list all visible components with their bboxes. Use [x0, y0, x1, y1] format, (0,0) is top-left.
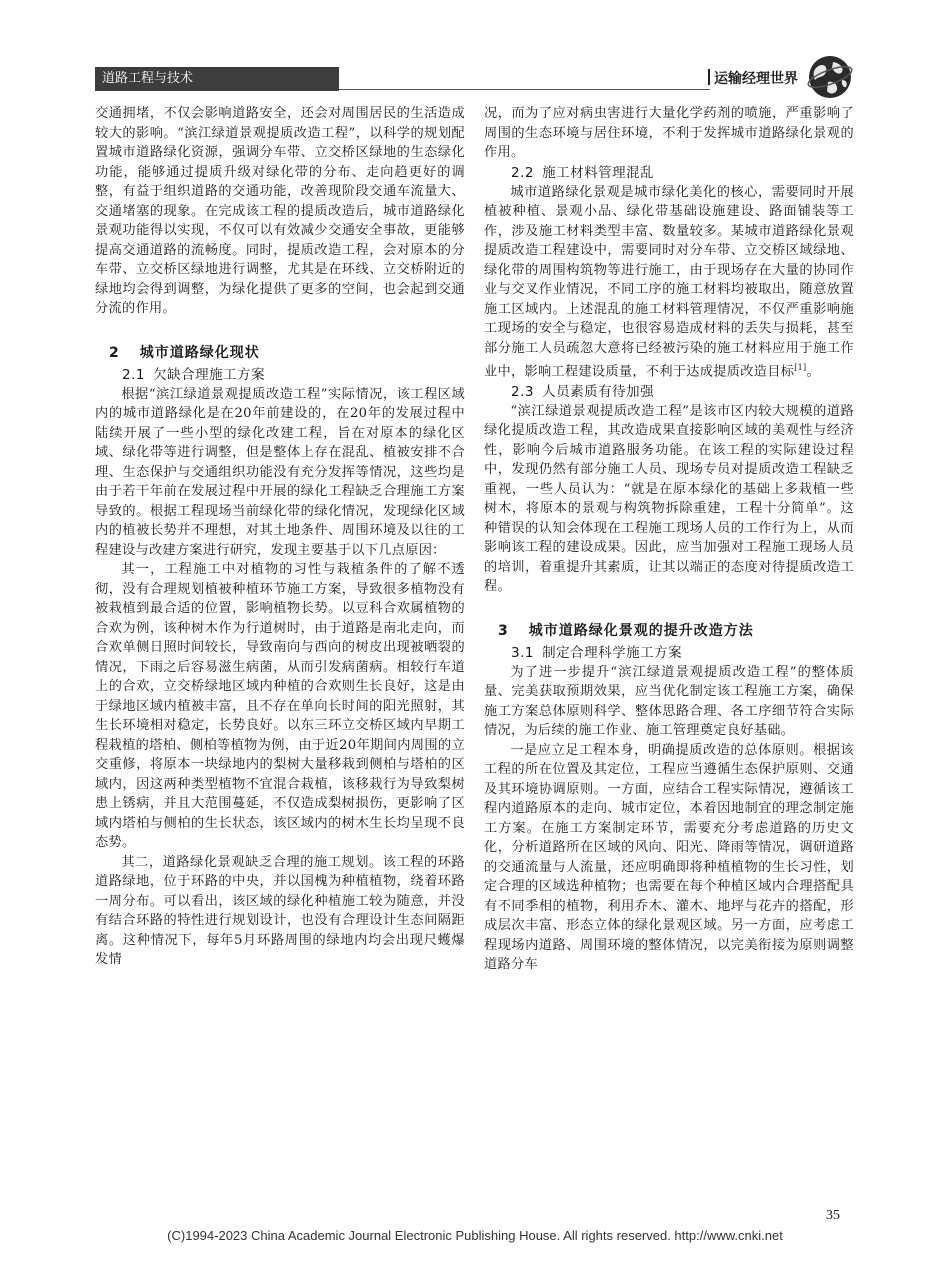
paragraph-3-1-b: 一是应立足工程本身，明确提质改造的总体原则。根据该工程的所在位置及其定位，工程应当遵循生态保护原则、交通及其环境协调原则。一方面，应结合工程实际情况，遵循该工程内道路原本的走向、城市定位，本着因地制宜的理念制定施工方案。在施工方案制定环节，需要充分考虑道路的历史文化，分析道路所在区域的风向、阳光、降雨等情况，调研道路的交通流量与人流量，还应明确即将种植植物的生长习性，划定合理的区域选种植物；也需要在每个种植区域内合理搭配具有不同季相的植物，利用乔木、灌木、地坪与花卉的搭配，形成层次丰富、形态立体的绿化景观区域。另一方面，应考虑工程现场内道路、周围环境的整体情况，以完美衔接为原则调整道路分车 — [484, 742, 854, 973]
intro-paragraph: 交通拥堵，不仅会影响道路安全，还会对周围居民的生活造成较大的影响。“滨江绿道景观提质改造工程”，以科学的规划配置城市道路绿化资源，强调分车带、立交桥区绿地的生态绿化功能，能够通过提质升级对绿化带的分布、走向趋更好的调整，有益于组织道路的交通功能，改善现阶段交通车流量大、交通堵塞的现象。在完成该工程的提质改造后，城市道路绿化景观功能得以实现，不仅可以有效减少交通安全事故，更能够提高交通道路的流畅度。同时，提质改造工程，会对原本的分车带、立交桥区绿地进行调整，尤其是在环线、立交桥附近的绿地均会得到调整，为绿化提供了更多的空间，也会起到交通分流的作用。 — [95, 106, 465, 316]
citation-ref: [1] — [794, 363, 807, 372]
journal-name-text: 运输经理世界 — [714, 71, 798, 87]
subsection-2-1-heading: 2.1 欠缺合理施工方案 — [122, 366, 266, 383]
subsection-3-1-heading: 3.1 制定合理科学施工方案 — [511, 644, 683, 661]
header-rule — [339, 89, 710, 90]
paragraph-2-1-c: 其二，道路绿化景观缺乏合理的施工规划。该工程的环路道路绿地，位于环路的中央，并以国槐为种植植物，绕着环路一周分布。可以看出，该区域的绿化种植施工较为随意，并没有结合环路的特性进行规划设计，也没有合理设计生态间隔距离。这种情况下，每年5月环路周围的绿地内均会出现尺蠖爆发情 — [95, 854, 465, 967]
right-column — [484, 104, 854, 975]
globe-logo-icon — [806, 54, 854, 100]
header-divider — [708, 69, 710, 85]
section-3-heading: 3 城市道路绿化景观的提升改造方法 — [498, 622, 754, 639]
continued-paragraph: 况，而为了应对病虫害进行大量化学药剂的喷施，严重影响了周围的生态环境与居住环境，不利于发挥城市道路绿化景观的作用。 — [484, 106, 854, 160]
paragraph-3-1-a: 为了进一步提升“滨江绿道景观提质改造工程”的整体质量、完美获取预期效果，应当优化制定该工程施工方案，确保施工方案总体原则科学、整体思路合理、各工序细节符合实际情况，为后续的施工作业、施工管理奠定良好基础。 — [484, 664, 854, 739]
paragraph-2-3: “滨江绿道景观提质改造工程”是该市区内较大规模的道路绿化提质改造工程，其改造成果直接影响区域的美观性与经济性，影响今后城市道路服务功能。在该工程的实际建设过程中，发现仍然有部分施工人员、现场专员对提质改造工程缺乏重视，一些人员认为：“就是在原本绿化的基础上多栽植一些树木，将原本的景观与构筑物拆除重建，工程十分简单”。这种错误的认知会体现在工程施工现场人员的工作行为上，从而影响该工程的建设成果。因此，应当加强对工程施工现场人员的培训，着重提升其素质，让其以端正的态度对待提质改造工程。 — [484, 403, 854, 595]
paragraph-2-1-b: 其一，工程施工中对植物的习性与栽植条件的了解不透彻，没有合理规划植被种植环节施工方案，导致很多植物没有被栽植到最合适的位置，影响植物长势。以豆科合欢属植物的合欢为例，该种树木作为行道树时，由于道路是南北走向，而合欢单侧日照时间较长，导致南向与西向的树皮出现被晒裂的情况，下雨之后容易滋生病菌，从而引发病菌病。相较行车道上的合欢，立交桥绿地区域内种植的合欢则生长良好，这是由于绿地区域内植被丰富，且不存在单向长时间的阳光照射，其生长环境相对稳定，长势良好。以东三环立交桥区域内早期工程栽植的塔柏、侧柏等植物为例，由于近20年期间内周围的立交重修，将原本一块绿地内的梨树大量移栽到侧柏与塔柏的区域内，因这两种类型植物不宜混合栽植，该移栽行为导致梨树患上锈病，并且大范围蔓延，不仅造成梨树损伤，更影响了区域内塔柏与侧柏的生长状态，该区域内的树木生长均呈现不良态势。 — [95, 562, 465, 850]
left-column — [95, 104, 465, 970]
paragraph-2-1-a: 根据“滨江绿道景观提质改造工程”实际情况，该工程区域内的城市道路绿化是在20年前建设的，在20年的发展过程中陆续开展了一些小型的绿化改建工程，旨在对原本的绿化区域、绿化带等进行调整，但是整体上存在混乱、植被安排不合理、生态保护与交通组织功能没有充分发挥等情况，这些均是由于若干年前在发展过程中开展的绿化工程缺乏合理施工方案导致的。根据工程现场当前绿化带的绿化情况，发现绿化区域内的植被长势并不理想，对其土地条件、周围环境及以往的工程建设与改建方案进行研究，发现主要基于以下几点原因： — [95, 386, 465, 558]
section-2-heading: 2 城市道路绿化现状 — [109, 344, 260, 361]
subsection-2-3-heading: 2.3 人员素质有待加强 — [511, 383, 655, 400]
copyright-notice: (C)1994-2023 China Academic Journal Electronic Publishing House. All rights reserved. http://www.cnki.net — [167, 1228, 783, 1243]
page-number: 35 — [826, 1208, 840, 1223]
section-label: 道路工程与技术 — [95, 67, 339, 91]
paragraph-2-2: 城市道路绿化景观是城市绿化美化的核心，需要同时开展植被种植、景观小品、绿化带基础设施建设、路面铺装等工作，涉及施工材料类型丰富、数量较多。某城市道路绿化景观提质改造工程建设中，需要同时对分车带、立交桥区域绿地、绿化带的周围构筑物等进行施工，由于现场存在大量的协同作业与交叉作业情况，不同工序的施工材料均被取出，随意放置施工区域内。上述混乱的施工材料管理情况，不仅严重影响施工现场的安全与稳定，也很容易造成材料的丢失与损耗，甚至部分施工人员疏忽大意将已经被污染的施工材料应用于施工作业中，影响工程建设质量，不利于达成提质改造目标[1]。 — [484, 184, 854, 380]
subsection-2-2-heading: 2.2 施工材料管理混乱 — [511, 164, 655, 181]
